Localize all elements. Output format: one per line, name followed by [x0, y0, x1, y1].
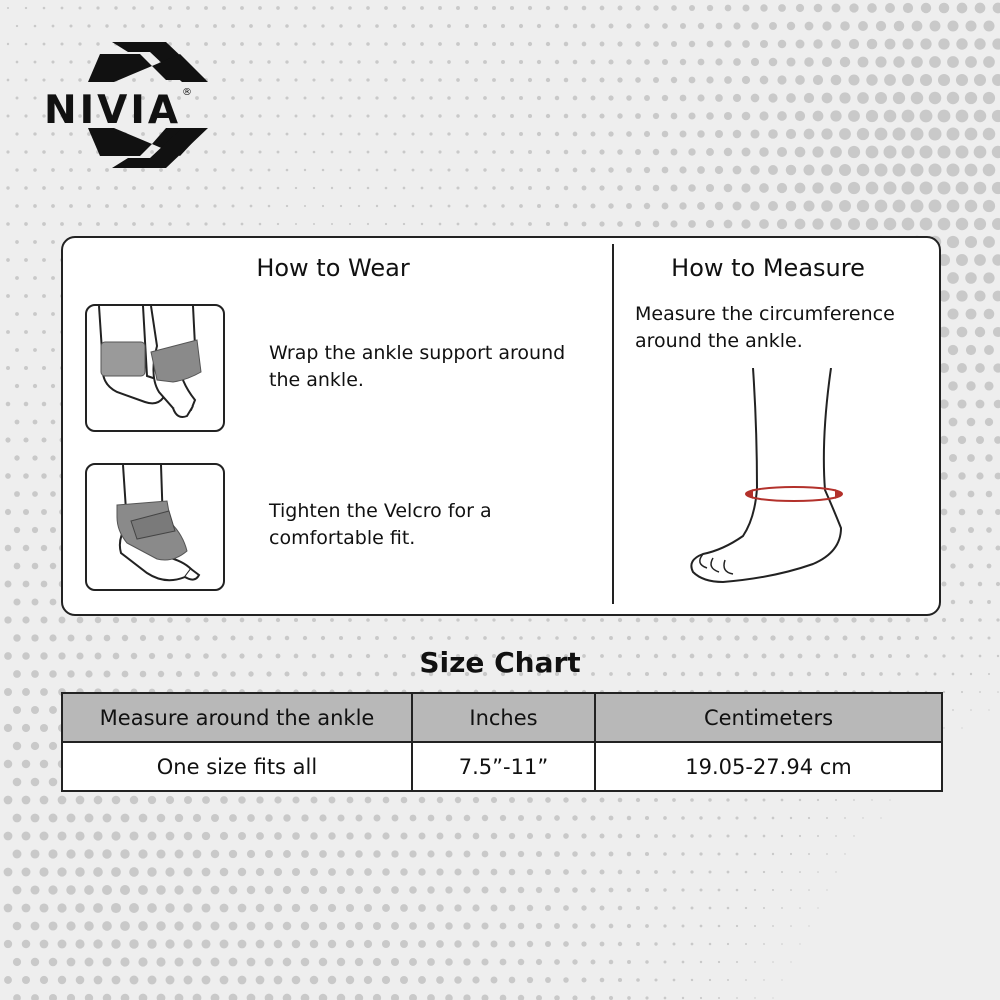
brand-wordmark: NIVIA® — [44, 87, 193, 133]
panel-divider — [612, 244, 614, 604]
how-to-measure-title: How to Measure — [671, 254, 865, 282]
cell-inches: 7.5”-11” — [412, 742, 595, 791]
header-measure: Measure around the ankle — [62, 693, 412, 742]
header-inches: Inches — [412, 693, 595, 742]
cell-centimeters: 19.05-27.94 cm — [595, 742, 942, 791]
header-centimeters: Centimeters — [595, 693, 942, 742]
size-chart-table — [61, 692, 943, 792]
ankle-measure-illustration-icon — [683, 368, 873, 598]
instructions-panel — [61, 236, 941, 616]
size-chart-title: Size Chart — [419, 646, 581, 679]
how-to-wear-title: How to Wear — [256, 254, 410, 282]
size-chart-header-row — [62, 693, 942, 742]
velcro-strap-illustration-icon — [85, 463, 225, 591]
measure-instruction-text: Measure the circumference around the ankle. — [635, 303, 895, 352]
ankle-wrap-illustration-icon — [85, 304, 225, 432]
wear-step-1-text: Wrap the ankle support around the ankle. — [269, 342, 566, 391]
table-row — [62, 742, 942, 791]
cell-size: One size fits all — [62, 742, 412, 791]
wear-step-2-text: Tighten the Velcro for a comfortable fit. — [269, 500, 492, 549]
